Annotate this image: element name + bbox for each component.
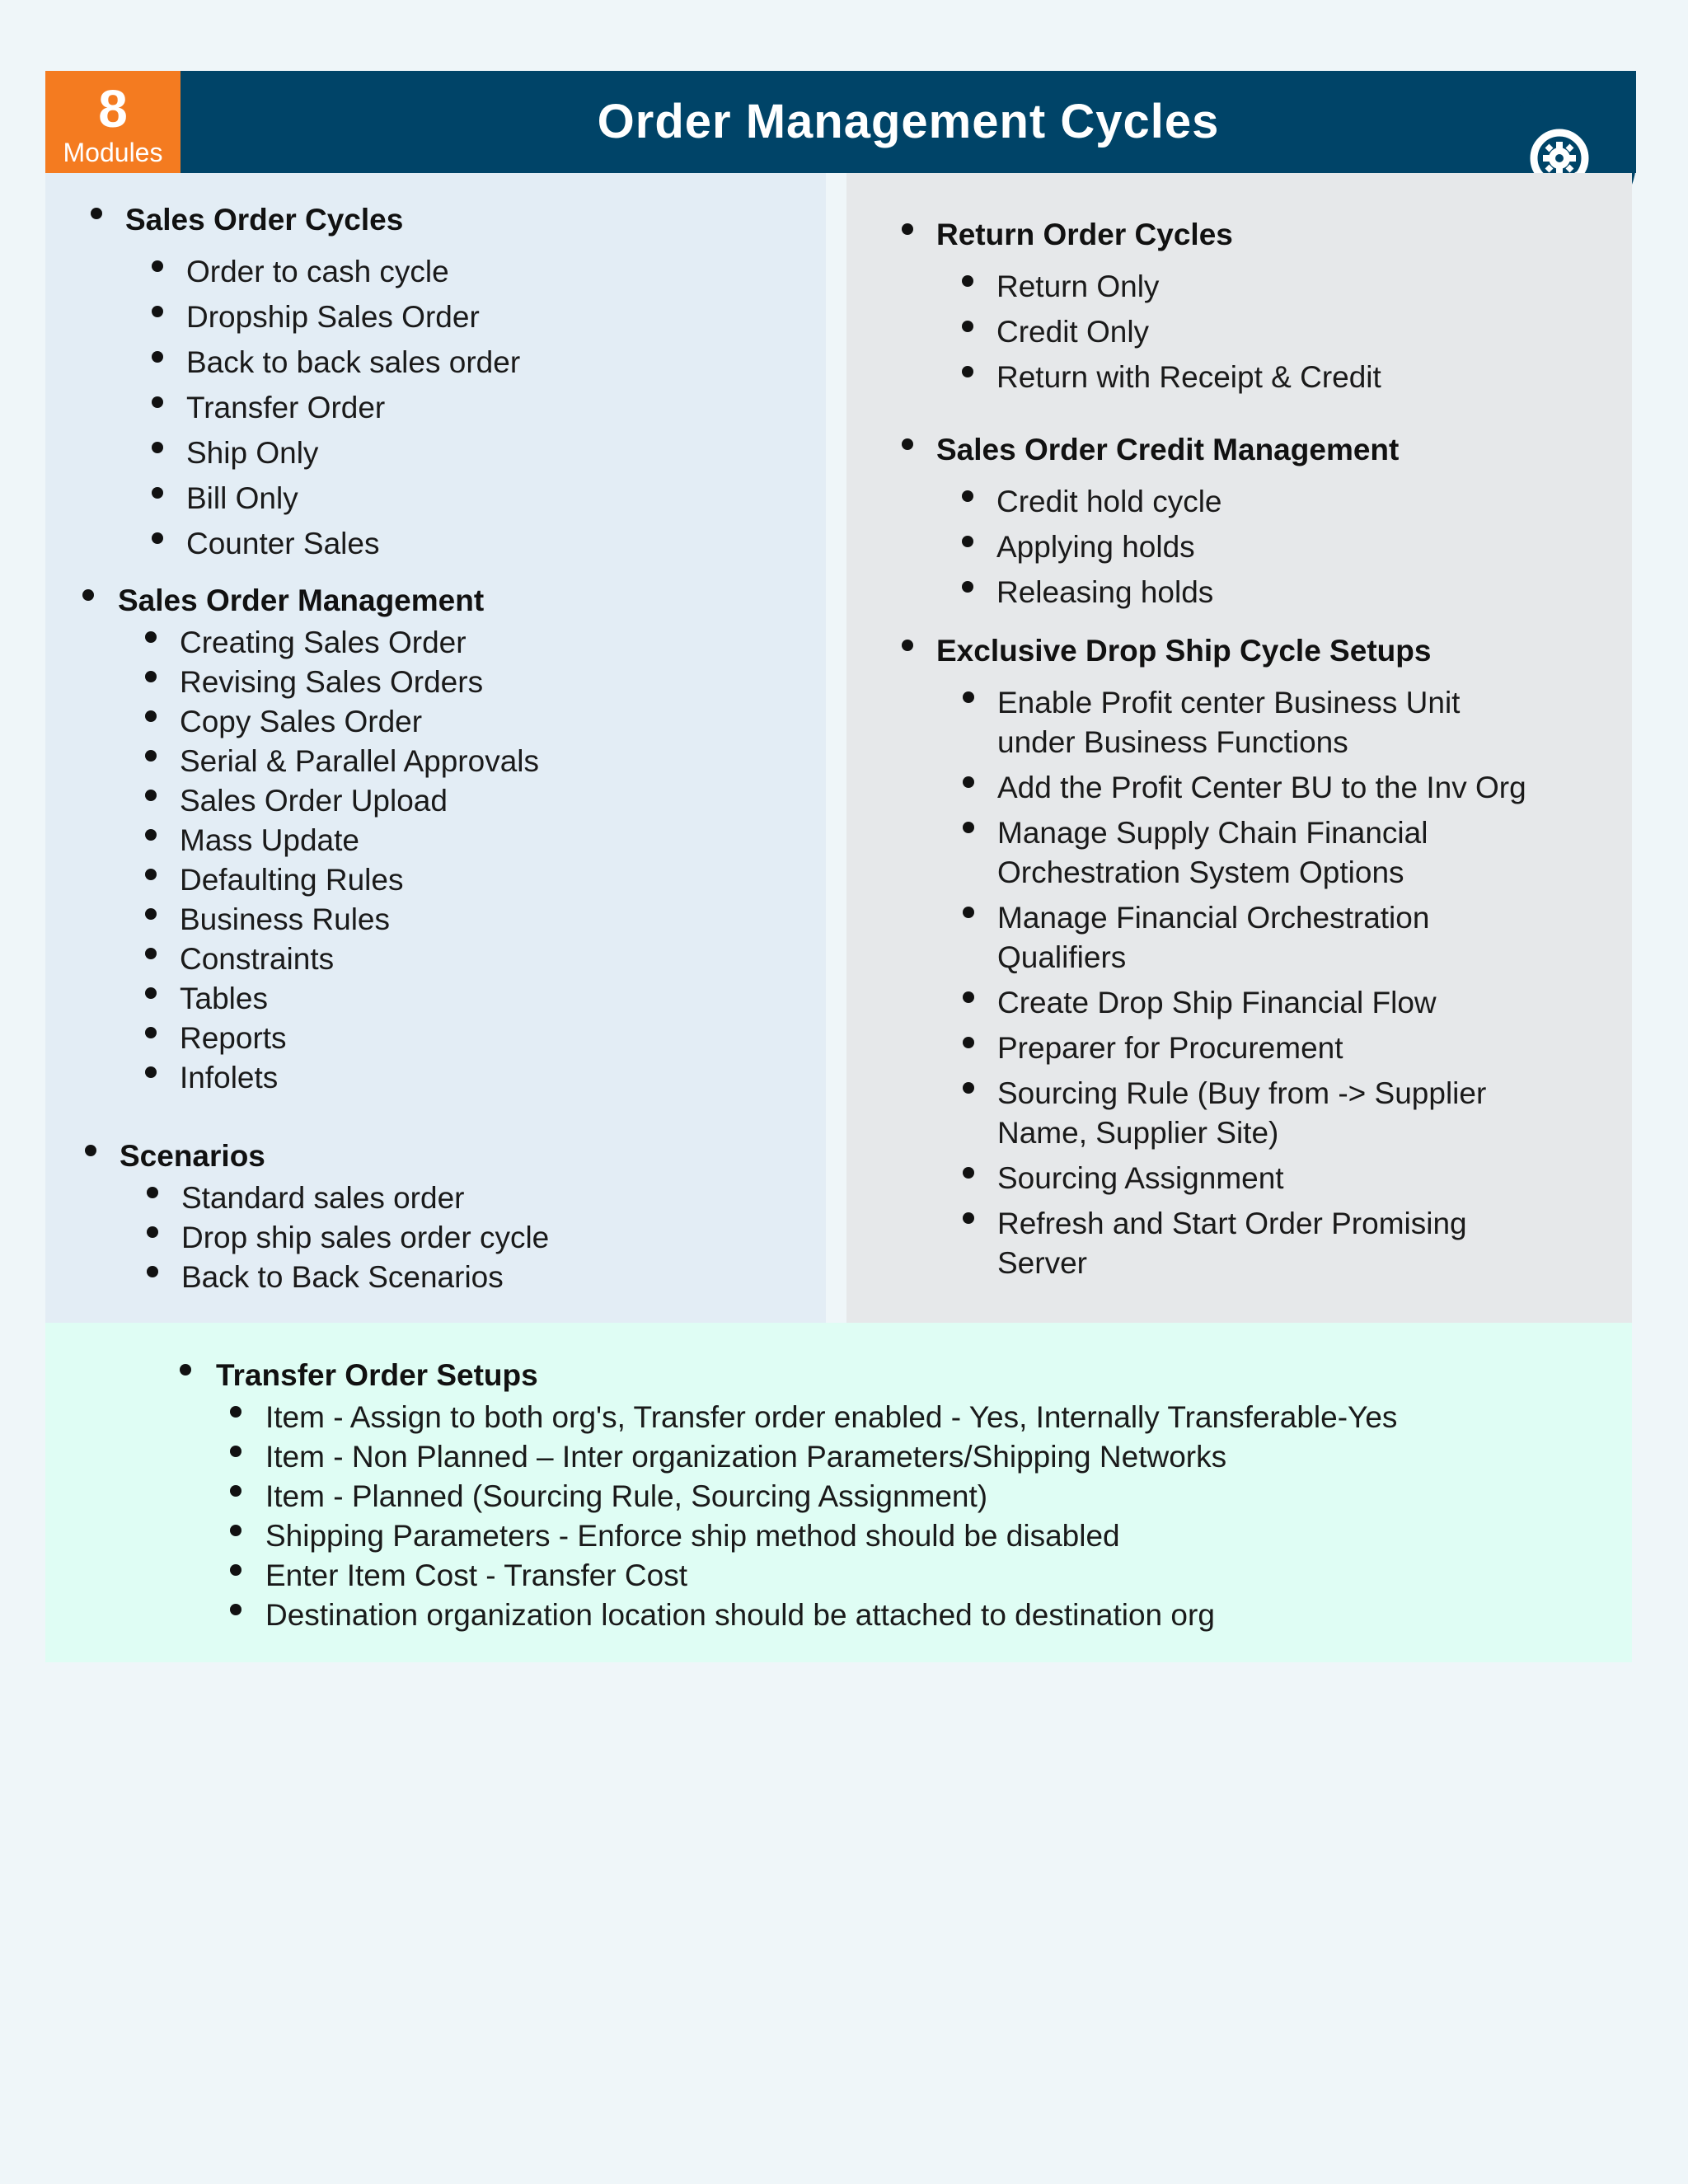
list-item: under Business Functions (997, 725, 1348, 759)
list-item: Revising Sales Orders (180, 665, 484, 699)
section-heading: Sales Order Credit Management (936, 433, 1400, 466)
list-item: Reports (180, 1021, 287, 1055)
list-item: Bill Only (186, 481, 298, 515)
badge-number: 8 (98, 79, 128, 138)
list-item: Creating Sales Order (180, 626, 467, 659)
bullet-icon (963, 776, 974, 788)
bullet-icon (82, 589, 94, 601)
bullet-icon (902, 438, 913, 450)
bullet-icon (152, 306, 163, 317)
section-heading: Sales Order Management (118, 583, 485, 617)
list-item: Return Only (996, 269, 1160, 303)
bullet-icon (145, 829, 157, 841)
list-item: Counter Sales (186, 527, 380, 560)
bullet-icon (85, 1145, 96, 1156)
list-item: Drop ship sales order cycle (181, 1221, 550, 1254)
bullet-icon (145, 869, 157, 880)
list-item: Copy Sales Order (180, 705, 423, 738)
list-item: Manage Financial Orchestration (997, 901, 1430, 935)
bullet-icon (145, 987, 157, 999)
bullet-icon (230, 1525, 241, 1536)
list-item: Dropship Sales Order (186, 300, 480, 334)
badge-label: Modules (63, 138, 163, 167)
list-item: Qualifiers (997, 940, 1127, 974)
bullet-icon (230, 1564, 241, 1576)
list-item: Refresh and Start Order Promising (997, 1207, 1467, 1240)
list-item: Sourcing Rule (Buy from -> Supplier (997, 1076, 1487, 1110)
bullet-icon (152, 260, 163, 272)
bullet-icon (963, 1082, 974, 1094)
list-item: Business Rules (180, 902, 391, 936)
bullet-icon (230, 1446, 241, 1457)
bullet-icon (145, 1066, 157, 1078)
list-item: Name, Supplier Site) (997, 1116, 1279, 1150)
bullet-icon (152, 532, 163, 544)
bullet-icon (963, 822, 974, 833)
header-banner (45, 71, 1636, 173)
bullet-icon (962, 366, 973, 377)
modules-badge (45, 71, 181, 173)
bullet-icon (963, 907, 974, 918)
list-item: Create Drop Ship Financial Flow (997, 986, 1437, 1019)
list-item: Defaulting Rules (180, 863, 404, 897)
list-item: Preparer for Procurement (997, 1031, 1343, 1065)
list-item: Item - Non Planned – Inter organization Parameters/Shipping Networks (265, 1440, 1227, 1474)
bullet-icon (152, 351, 163, 363)
bullet-icon (152, 487, 163, 499)
bullet-icon (145, 908, 157, 920)
section-heading: Exclusive Drop Ship Cycle Setups (936, 634, 1432, 668)
section-heading: Return Order Cycles (936, 218, 1233, 251)
list-item: Destination organization location should be attached to destination org (265, 1598, 1215, 1632)
list-item: Shipping Parameters - Enforce ship method should be disabled (265, 1519, 1120, 1553)
bullet-icon (152, 396, 163, 408)
list-item: Releasing holds (996, 575, 1214, 609)
list-item: Tables (180, 982, 268, 1015)
bullet-icon (962, 536, 973, 547)
list-item: Credit Only (996, 315, 1150, 349)
list-item: Return with Receipt & Credit (996, 360, 1381, 394)
section-heading: Transfer Order Setups (216, 1358, 538, 1392)
list-item: Item - Planned (Sourcing Rule, Sourcing Assignment) (265, 1479, 988, 1513)
list-item: Mass Update (180, 823, 359, 857)
bullet-icon (145, 790, 157, 801)
bullet-icon (91, 208, 102, 219)
list-item: Serial & Parallel Approvals (180, 744, 539, 778)
bullet-icon (963, 691, 974, 703)
bullet-icon (145, 631, 157, 643)
list-item: Constraints (180, 942, 335, 976)
bullet-icon (147, 1187, 158, 1198)
bullet-icon (145, 671, 157, 682)
bullet-icon (962, 490, 973, 502)
bullet-icon (145, 710, 157, 722)
list-item: Item - Assign to both org's, Transfer order enabled - Yes, Internally Transferable-Yes (265, 1400, 1398, 1434)
list-item: Sales Order Upload (180, 784, 448, 818)
bullet-icon (145, 750, 157, 762)
section-heading: Scenarios (120, 1139, 265, 1173)
list-item: Standard sales order (181, 1181, 465, 1215)
bullet-icon (230, 1604, 241, 1615)
list-item: Enter Item Cost - Transfer Cost (265, 1558, 687, 1592)
bullet-icon (180, 1364, 191, 1376)
list-item: Add the Profit Center BU to the Inv Org (997, 771, 1526, 804)
list-item: Ship Only (186, 436, 319, 470)
list-item: Transfer Order (186, 391, 386, 424)
list-item: Back to back sales order (186, 345, 521, 379)
bullet-icon (902, 223, 913, 235)
list-item: Credit hold cycle (996, 485, 1222, 518)
bullet-icon (963, 1212, 974, 1224)
list-item: Server (997, 1246, 1087, 1280)
bullet-icon (902, 640, 913, 651)
list-item: Order to cash cycle (186, 255, 449, 288)
page-title: Order Management Cycles (597, 95, 1220, 148)
bullet-icon (963, 1037, 974, 1048)
bullet-icon (147, 1266, 158, 1277)
bullet-icon (962, 321, 973, 332)
bullet-icon (145, 1027, 157, 1038)
bullet-icon (962, 275, 973, 287)
list-item: Back to Back Scenarios (181, 1260, 504, 1294)
bullet-icon (145, 948, 157, 959)
bullet-icon (152, 442, 163, 453)
list-item: Orchestration System Options (997, 855, 1404, 889)
bullet-icon (230, 1406, 241, 1418)
list-item: Infolets (180, 1061, 279, 1094)
list-item: Sourcing Assignment (997, 1161, 1284, 1195)
bullet-icon (230, 1485, 241, 1497)
list-item: Applying holds (996, 530, 1195, 564)
list-item: Manage Supply Chain Financial (997, 816, 1428, 850)
bullet-icon (962, 581, 973, 593)
bullet-icon (963, 991, 974, 1003)
list-item: Enable Profit center Business Unit (997, 686, 1461, 719)
bullet-icon (147, 1226, 158, 1238)
bullet-icon (963, 1167, 974, 1179)
section-heading: Sales Order Cycles (125, 203, 404, 237)
